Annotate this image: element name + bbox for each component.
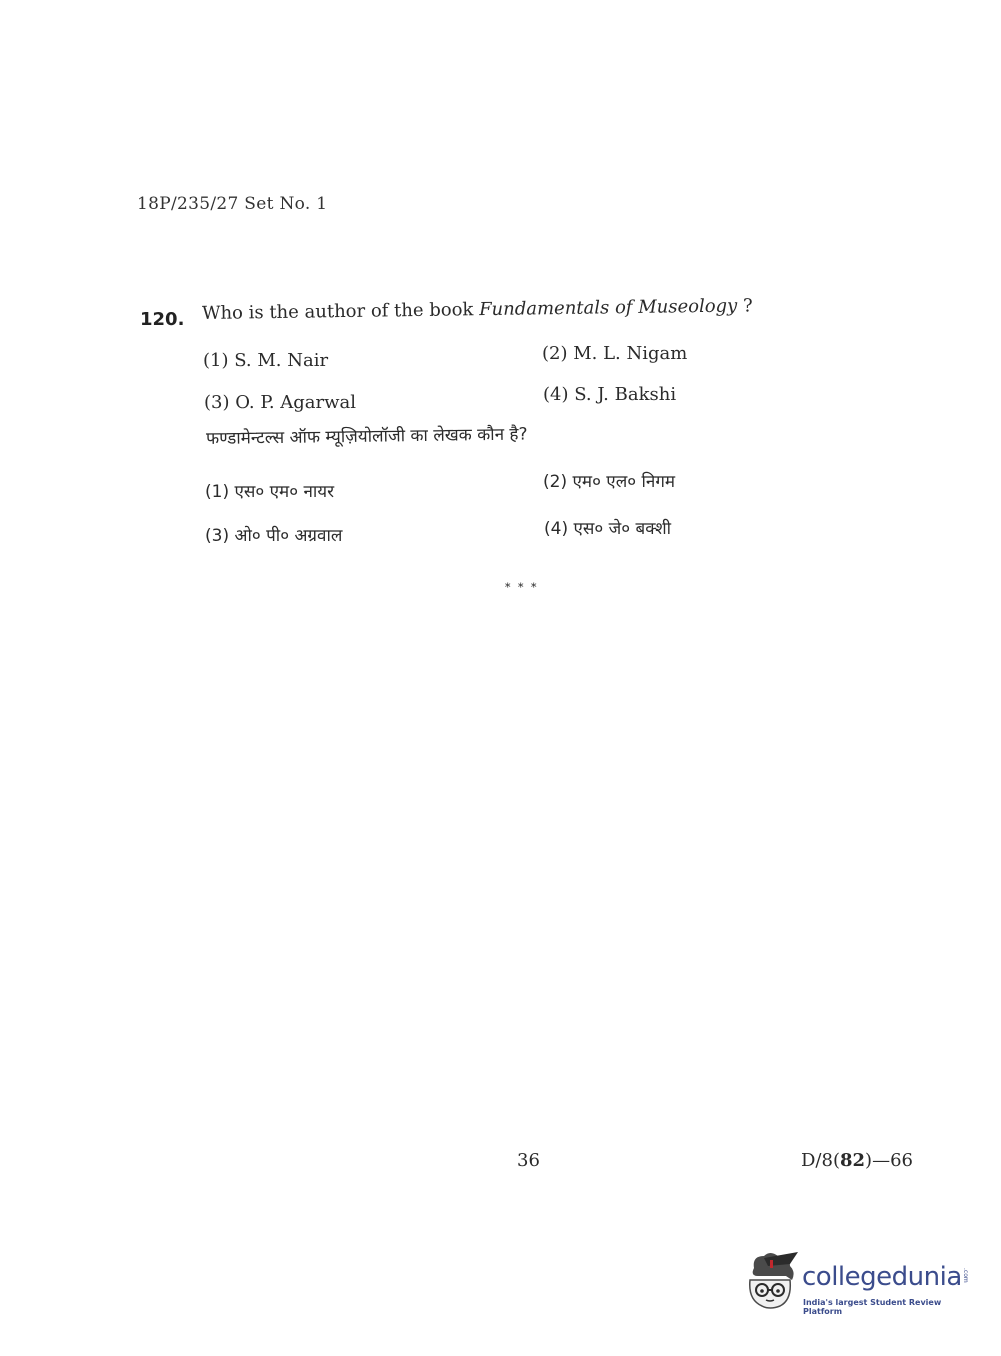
question-number: 120. [140, 309, 185, 330]
option-text: S. J. Bakshi [574, 384, 677, 405]
option-text: एम० एल० निगम [572, 472, 676, 492]
paper-code: 18P/235/27 Set No. 1 [137, 194, 328, 214]
collegedunia-watermark [740, 1248, 970, 1320]
question-text-start: Who is the author of the book [201, 299, 480, 324]
brand-tagline: India's largest Student Review Platform [803, 1298, 942, 1316]
option-label: (4) [543, 384, 569, 405]
option-label: (2) [542, 343, 568, 364]
option-1 [203, 350, 328, 371]
book-title: Fundamentals of Museology [478, 295, 738, 321]
option-text: O. P. Agarwal [235, 392, 357, 413]
question-text [202, 295, 753, 324]
page-number: 36 [517, 1150, 540, 1171]
brand-name: collegedunia [802, 1262, 962, 1292]
booklet-code [801, 1150, 913, 1171]
hindi-option-1 [205, 479, 334, 502]
hindi-question-text: फण्डामेन्टल्स ऑफ म्यूज़ियोलॉजी का लेखक कौन है? [205, 424, 528, 449]
end-of-paper-mark: * * * [505, 581, 539, 594]
option-4 [543, 384, 676, 405]
option-label: (2) [543, 472, 568, 492]
booklet-code-suffix: )—66 [865, 1150, 913, 1171]
option-label: (3) [204, 392, 230, 413]
hindi-option-2 [543, 469, 675, 492]
option-text: ओ० पी० अग्रवाल [234, 526, 343, 546]
question-mark: ? [737, 295, 753, 317]
option-3 [204, 392, 356, 413]
hindi-option-3 [205, 523, 342, 546]
option-text: एस० जे० बक्शी [573, 519, 672, 539]
option-label: (4) [544, 519, 569, 539]
option-text: एस० एम० नायर [234, 482, 335, 502]
option-2 [542, 343, 687, 364]
mascot-icon [740, 1250, 800, 1312]
brand-suffix: .com [962, 1268, 969, 1283]
hindi-option-4 [544, 516, 671, 539]
option-text: M. L. Nigam [573, 343, 688, 364]
booklet-code-prefix: D/8( [801, 1150, 840, 1171]
option-label: (3) [205, 526, 230, 546]
option-text: S. M. Nair [234, 350, 329, 371]
option-label: (1) [203, 350, 229, 371]
option-label: (1) [205, 482, 230, 502]
booklet-code-bold: 82 [839, 1150, 866, 1171]
